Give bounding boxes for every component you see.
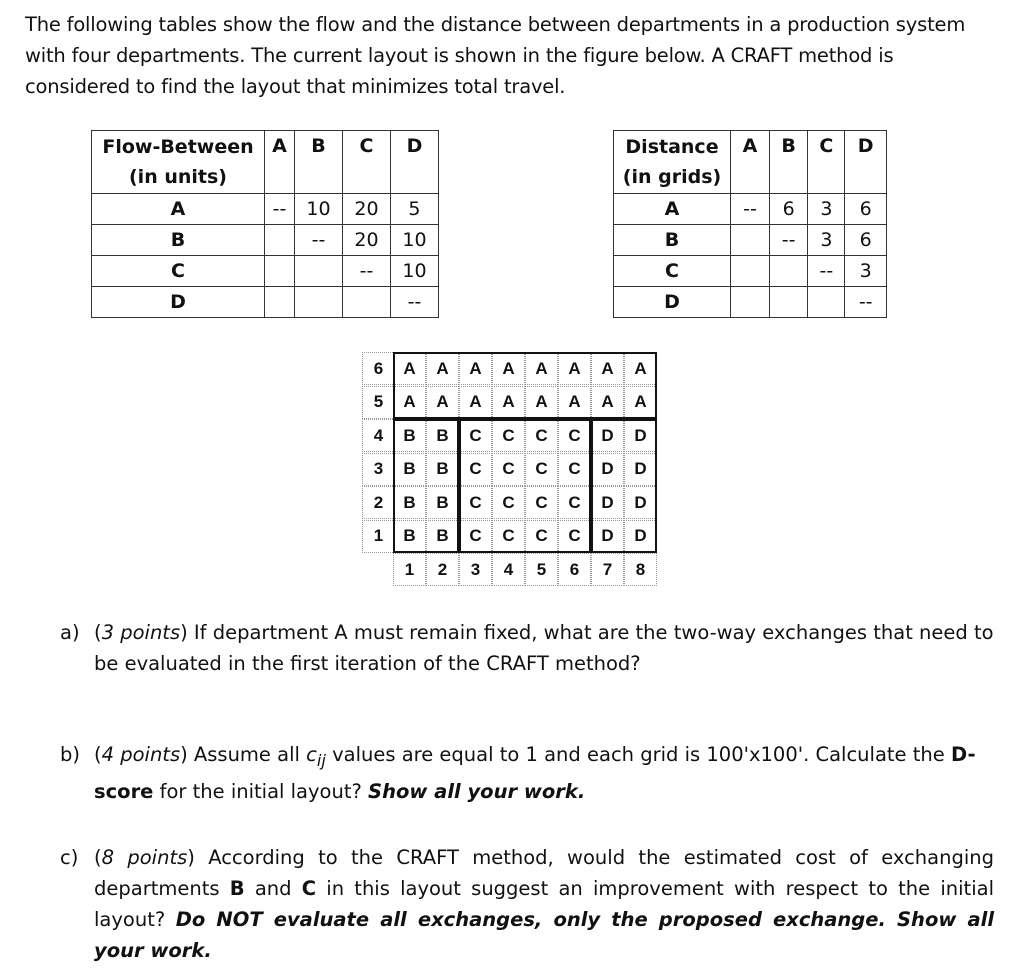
table-cell: --: [265, 194, 295, 225]
table-cell: [265, 256, 295, 287]
grid-cell: D: [624, 520, 657, 553]
table-row: [614, 256, 887, 287]
bold-text: D-score: [94, 743, 976, 803]
grid-cell: B: [393, 453, 426, 486]
grid-cell: A: [624, 352, 657, 385]
grid-cell: D: [624, 453, 657, 486]
grid-cell: C: [525, 486, 558, 519]
points: 8 points: [101, 846, 188, 869]
table-row: [92, 287, 439, 318]
table-cell: 20: [342, 225, 390, 256]
table-cell: A: [614, 194, 731, 225]
table-cell: 3: [845, 256, 887, 287]
grid-cell: D: [591, 520, 624, 553]
text: for the initial layout?: [153, 779, 369, 803]
bold-text: B: [229, 877, 245, 900]
intro-paragraph: The following tables show the flow and the distance between departments in a production system with four departments. The current layout is shown in the figure below. A CRAFT method is considered to find the layout that minimizes total travel.: [25, 13, 966, 98]
grid-cell: B: [426, 486, 459, 519]
table-cell: [342, 287, 390, 318]
grid-cell: B: [393, 520, 426, 553]
table-cell: --: [731, 194, 770, 225]
question-text: ) If department A must remain fixed, what are the two-way exchanges that need to be evaluated in the first iteration of the CRAFT method?: [94, 621, 994, 675]
row-label: 1: [362, 520, 395, 553]
grid-cell: C: [492, 520, 525, 553]
grid-cell: D: [591, 453, 624, 486]
cij-subscript: ij: [316, 750, 326, 770]
grid-cell: A: [393, 386, 426, 419]
col-label: 6: [558, 553, 591, 586]
grid-cell: B: [393, 419, 426, 452]
table-cell: --: [769, 225, 807, 256]
table-cell: 10: [390, 256, 438, 287]
table-cell: [294, 287, 342, 318]
column-header: C: [808, 131, 845, 194]
column-header: A: [265, 131, 295, 194]
question-label: c): [60, 846, 79, 869]
row-label: 6: [362, 352, 395, 385]
grid-cell: C: [459, 520, 492, 553]
header-row: [614, 131, 887, 194]
table-cell: 6: [769, 194, 807, 225]
grid-cell: A: [525, 386, 558, 419]
table-cell: 20: [342, 194, 390, 225]
grid-cell: C: [492, 419, 525, 452]
table-cell: --: [390, 287, 438, 318]
grid-cell: C: [525, 520, 558, 553]
grid-cell: A: [426, 386, 459, 419]
grid-cell: D: [624, 486, 657, 519]
col-label: 7: [591, 553, 624, 586]
bold-italic-text: Show all your work.: [368, 779, 586, 803]
grid-cell: C: [459, 453, 492, 486]
table-cell: [731, 225, 770, 256]
grid-cell: A: [525, 352, 558, 385]
grid-cell: C: [558, 419, 591, 452]
table-row: [614, 194, 887, 225]
column-header: B: [294, 131, 342, 194]
grid-cell: B: [426, 520, 459, 553]
bold-text: C: [301, 877, 317, 900]
table-cell: A: [92, 194, 265, 225]
grid-cell: A: [591, 386, 624, 419]
table-cell: D: [614, 287, 731, 318]
table-cell: [808, 287, 845, 318]
grid-cell: A: [624, 386, 657, 419]
table-row: [614, 225, 887, 256]
column-header: D: [845, 131, 887, 194]
table-cell: 3: [808, 194, 845, 225]
grid-cell: C: [558, 520, 591, 553]
col-label: 5: [525, 553, 558, 586]
table-cell: [265, 287, 295, 318]
grid-cell: A: [393, 352, 426, 385]
grid-cell: C: [558, 486, 591, 519]
col-label: 4: [492, 553, 525, 586]
flow-table: [91, 130, 439, 318]
grid-cell: D: [591, 486, 624, 519]
table-cell: 3: [808, 225, 845, 256]
table-cell: [731, 287, 770, 318]
column-header: A: [731, 131, 770, 194]
grid-cell: C: [525, 419, 558, 452]
grid-cell: A: [558, 352, 591, 385]
header-row: [92, 131, 439, 194]
table-cell: 5: [390, 194, 438, 225]
grid-cell: C: [492, 486, 525, 519]
grid-cell: B: [426, 419, 459, 452]
table-cell: 10: [294, 194, 342, 225]
column-header: B: [769, 131, 807, 194]
col-label: 2: [426, 553, 459, 586]
grid-cell: C: [459, 486, 492, 519]
grid-cell: A: [591, 352, 624, 385]
table-cell: C: [614, 256, 731, 287]
grid-cell: A: [426, 352, 459, 385]
table-cell: [294, 256, 342, 287]
grid-cell: C: [459, 419, 492, 452]
column-header: D: [390, 131, 438, 194]
bold-italic-text: Do NOT evaluate all exchanges, only the proposed exchange. Show all your work.: [94, 908, 994, 962]
table-cell: [731, 256, 770, 287]
table-cell: 6: [845, 225, 887, 256]
table-cell: B: [614, 225, 731, 256]
grid-cell: C: [525, 453, 558, 486]
cij: c: [306, 743, 317, 766]
table-row: [92, 256, 439, 287]
text: ) According to the CRAFT method, would the estimated cost of exchanging departments: [94, 846, 994, 900]
col-label: 3: [459, 553, 492, 586]
column-header: C: [342, 131, 390, 194]
row-label: 2: [362, 486, 395, 519]
grid-cell: A: [492, 352, 525, 385]
table-cell: --: [845, 287, 887, 318]
table-cell: --: [294, 225, 342, 256]
table-cell: --: [342, 256, 390, 287]
grid-cell: A: [459, 386, 492, 419]
grid-cell: B: [393, 486, 426, 519]
points: 4 points: [101, 743, 181, 766]
row-label: 5: [362, 386, 395, 419]
grid-cell: B: [426, 453, 459, 486]
text: and: [244, 877, 302, 900]
grid-cell: A: [492, 386, 525, 419]
table-cell: D: [92, 287, 265, 318]
question-label: b): [60, 743, 80, 766]
table-cell: --: [808, 256, 845, 287]
table-cell: 10: [390, 225, 438, 256]
col-label: 8: [624, 553, 657, 586]
table-cell: [769, 287, 807, 318]
row-label: 3: [362, 453, 395, 486]
table-row: [614, 287, 887, 318]
grid-cell: D: [591, 419, 624, 452]
table-row: [92, 194, 439, 225]
text: in this layout suggest an improvement with respect to the initial layout?: [94, 877, 994, 931]
grid-cell: C: [558, 453, 591, 486]
points: 3 points: [101, 621, 181, 644]
table-cell: 6: [845, 194, 887, 225]
grid-cell: A: [459, 352, 492, 385]
text: ) Assume all: [180, 743, 307, 766]
col-label: 1: [393, 553, 426, 586]
table-cell: B: [92, 225, 265, 256]
text: values are equal to 1 and each grid is 100'x100'. Calculate the: [325, 743, 951, 766]
table-cell: C: [92, 256, 265, 287]
distance-table: [613, 130, 887, 318]
row-label: 4: [362, 419, 395, 452]
grid-cell: D: [624, 419, 657, 452]
question-label: a): [60, 621, 80, 644]
table-cell: [265, 225, 295, 256]
table-row: [92, 225, 439, 256]
header-cell: Distance (in grids): [614, 131, 731, 194]
header-cell: Flow-Between (in units): [92, 131, 265, 194]
table-cell: [769, 256, 807, 287]
grid-cell: C: [492, 453, 525, 486]
grid-cell: A: [558, 386, 591, 419]
